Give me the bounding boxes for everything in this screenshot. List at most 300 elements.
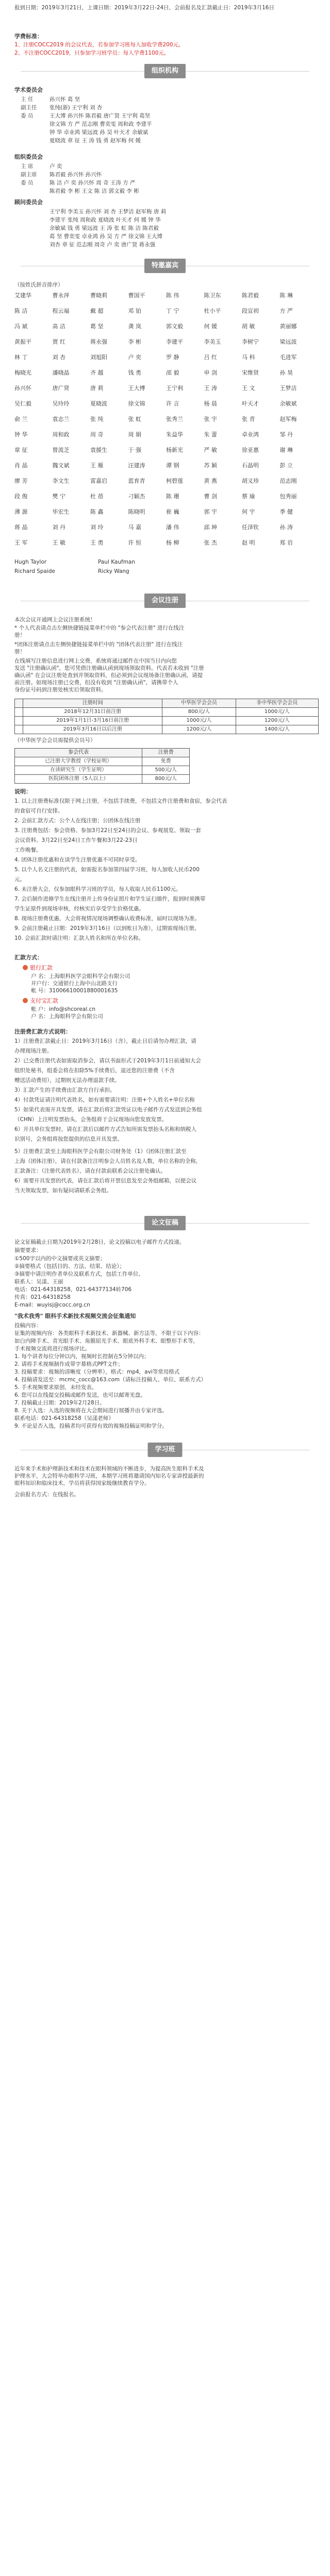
faculty-name: 曾流芝 [52, 447, 70, 453]
fee-table [14, 699, 319, 734]
lecture-row-names: 刘杏 章 征 范志刚 周奇 卢 奕 唐广贤 蒋永强 [50, 242, 156, 248]
faculty-name: 段宣初 [242, 308, 259, 314]
fee-table-header-cell: 非中华医学会会员 [236, 699, 318, 708]
faculty-name: 崔 巍 [166, 509, 179, 515]
faculty-name: 许 恒 [128, 539, 141, 546]
register-note: 会议资料、3月22日至24日工作午餐和3月22-23日 [14, 837, 138, 843]
register-personal-2: 册！ [14, 632, 25, 638]
faculty-name: 胡义珍 [242, 478, 259, 484]
section-faculty-banner [0, 259, 330, 273]
faculty-row [14, 307, 318, 315]
invoice-note: 1）注册费汇款截止日：2019年3月16日（含），截止日后请勿办理汇款，请 [14, 1038, 196, 1044]
faculty-row [14, 477, 318, 485]
faculty-name: 王梦洁 [279, 385, 297, 392]
faculty-name: 孙 昊 [279, 369, 293, 376]
faculty-name: 黄丽娜 [279, 323, 297, 330]
fee-table-cell: 2019年3月16日以后注册 [23, 725, 162, 734]
faculty-foreign-name: Paul Kaufman [98, 559, 136, 565]
fee-table-cell [15, 725, 23, 734]
fee-item-1: 1、注册COCC2019 的会议代表，若参加学习班每人加收学费200元。 [14, 42, 184, 48]
study-text-3: 眼科知识和临床技术，学员将获得国家级继续教育学分。 [14, 1480, 150, 1486]
academic-row-label: 副主任 [21, 105, 37, 111]
group-table-row [15, 775, 190, 784]
academic-row-names: 夏晓波 章 征 王 涛 钱 勇 赵军梅 何 媛 [50, 138, 141, 144]
group-table-cell: 已注册大学教授（学校证明） [15, 757, 142, 766]
faculty-name: 朱益华 [166, 431, 183, 438]
fee-table-cell: 800元/人 [162, 708, 236, 717]
faculty-name: 马 科 [242, 354, 255, 361]
section-study-title: 学习班 [147, 1443, 182, 1457]
group-table-cell: 免费 [142, 757, 190, 766]
section-faculty-title: 特邀嘉宾 [144, 259, 186, 273]
fee-item-2: 2、不注册COCC2019，只参加学习班学员：每人学费1100元。 [14, 50, 170, 56]
faculty-name: 何 媛 [204, 323, 217, 330]
faculty-row [14, 539, 318, 547]
faculty-name: 薄 源 [14, 509, 28, 515]
organizing-row-label: 委 员 [21, 180, 34, 186]
faculty-name: 杨 晨 [204, 400, 217, 407]
faculty-name: 任泽钦 [242, 524, 259, 531]
faculty-name: 蒋 晶 [14, 524, 28, 531]
faculty-name: 毕宏生 [52, 509, 70, 515]
faculty-name: 孙 涛 [279, 524, 293, 531]
faculty-name: 王 涛 [204, 385, 217, 392]
faculty-name: 陈君毅 [242, 292, 259, 299]
faculty-row [14, 338, 318, 346]
faculty-name: 曹永萍 [52, 292, 70, 299]
faculty-name: 张 纯 [90, 416, 104, 422]
faculty-row [14, 431, 318, 439]
alipay-name: 户 名：上海眼科学会有限公司 [31, 1013, 103, 1020]
faculty-row [14, 400, 318, 408]
faculty-name: 曹 剑 [204, 493, 217, 500]
register-note-a: 在线填写注册信息进行网上交费，系统将通过邮件在中国当日内向您 [14, 658, 177, 664]
academic-row-label: 主 任 [21, 96, 34, 103]
academic-row-names: 张纯(浙) 王宁利 刘 杏 [50, 105, 103, 111]
faculty-name: 于 强 [128, 447, 141, 453]
fee-table-cell: 1200元/人 [162, 725, 236, 734]
invoice-note: 识别号，会务组将按您提供的信息开具发票。 [14, 1136, 123, 1142]
section-study-banner [0, 1443, 330, 1457]
faculty-name: 柯碧莲 [166, 478, 183, 484]
faculty-name: 谢 琳 [279, 447, 293, 453]
faculty-name: 杨新光 [166, 447, 183, 453]
register-note: 3. 注册费包括：参会资格、参加3月22日至24日的会议、参观展览、领取一套 [14, 827, 201, 834]
faculty-name: 俞 兰 [14, 416, 28, 422]
faculty-name: 李文生 [52, 478, 70, 484]
faculty-name: 毛进军 [279, 354, 297, 361]
inquiry-note: 汇款备注：（注册代表姓名），请在付款前联系会议注册处确认。 [14, 1168, 166, 1174]
faculty-name: 袁志兰 [52, 416, 70, 422]
inquiry-note: 6）需要开具发票的代表，请在汇款后将开票信息发至会务组邮箱，以便会议 [14, 1178, 197, 1184]
faculty-name: 黄 燕 [204, 478, 217, 484]
alipay-label-text: 支付宝汇款 [30, 997, 58, 1004]
faculty-name: 李美玉 [204, 338, 221, 345]
faculty-name: 马 嘉 [128, 524, 141, 531]
papers-req-title: 摘要要求： [14, 1247, 42, 1253]
faculty-name: 朱 蕾 [204, 431, 217, 438]
faculty-name: 程云福 [52, 308, 70, 314]
bank-label [23, 964, 320, 972]
faculty-name: 周 奇 [90, 431, 104, 438]
invoice-title: 注册费汇款方式说明： [14, 1028, 71, 1035]
fee-table-cell: 1400元/人 [236, 725, 318, 734]
organizing-row-names: 陈 洁 卢 奕 孙兴怀 周 奇 王涛 方 严 [50, 180, 136, 186]
faculty-name: 李树宁 [242, 338, 259, 345]
faculty-name: 孙兴怀 [14, 385, 31, 392]
register-note: 学生证原件到现场审核，经核实后享受学生价格优惠。 [14, 906, 144, 912]
register-group: *团体注册请点击左侧快捷链接菜单栏中的 "团体代表注册" 进行在线注 [14, 641, 183, 648]
contest-item: 9. 不论是否入选，投稿者均可获得有效的视频投稿证明和学分。 [14, 1423, 168, 1429]
section-register-title: 会议注册 [144, 594, 186, 608]
faculty-name: 李 彬 [128, 338, 141, 345]
faculty-name: 郭 宇 [204, 509, 217, 515]
register-note: 的食宿可自行安排。 [14, 808, 63, 814]
register-note-b: 发送 "注册确认函"，您可凭借注册确认函到现场领取资料。代表若未收到 "注册 [14, 665, 204, 671]
faculty-name: 艾建华 [14, 292, 31, 299]
contest-item: 6. 您可以在线提交投稿或邮件发送，也可以邮寄光盘。 [14, 1392, 146, 1398]
faculty-row [14, 493, 318, 501]
faculty-name: 徐文锦 [128, 400, 145, 407]
fee-table-note: （中华医学会会员需提供会员号） [14, 737, 96, 743]
section-register-banner [0, 594, 330, 608]
faculty-name: 蔡 瑜 [242, 493, 255, 500]
dates-line: 报到日期：2019年3月21日，上课日期：2019年3月22日-24日，会前报名及汇款截止日：2019年3月16日 [14, 5, 274, 11]
register-note: 9. 会前注册截止日期：2019年3月16日（以到账日为准），过期需现场注册。 [14, 925, 200, 931]
papers-req: 联系人：吴漾、王丽 [14, 1279, 63, 1285]
faculty-row [14, 353, 318, 362]
faculty-name: 周 娟 [128, 431, 141, 438]
fee-table-cell [15, 717, 23, 725]
invoice-note: 组织处秘书，组委会将在扣除5%手续费后，退还您的注册费（不含 [14, 1067, 175, 1074]
faculty-name: 李建平 [166, 338, 183, 345]
faculty-name: 苏 颖 [204, 462, 217, 469]
invoice-note: 5）如果代表需开具发票，请在汇款后将汇款凭证以电子邮件方式发送到会务组 [14, 1107, 202, 1113]
faculty-name: 陈 鑫 [90, 509, 104, 515]
faculty-name: 张 宇 [204, 416, 217, 422]
faculty-name: 刘 丹 [52, 524, 65, 531]
faculty-name: 贾 红 [52, 338, 65, 345]
faculty-name: 王 军 [14, 539, 28, 546]
lecture-row-names: 葛 坚 曹奕雯 卓业鸿 孙 昊 方 严 徐文锦 王大博 [50, 233, 163, 240]
faculty-name: 刘旭阳 [90, 354, 107, 361]
papers-req: E-mail：wuyisj@cocc.org.cn [14, 1302, 90, 1308]
invoice-note: 3）汇款产生的手续费由汇款方自行承担。 [14, 1087, 116, 1093]
register-note: 10. 会前汇款时请注明：汇款人姓名和所在单位名称。 [14, 935, 144, 941]
faculty-name: 王 敏 [52, 539, 65, 546]
faculty-name: 潘晓晶 [52, 369, 70, 376]
group-table-cell: 500元/人 [142, 766, 190, 775]
academic-row-names: 徐文锦 方 严 范志刚 曹奕雯 周和政 李建平 [50, 121, 152, 127]
faculty-name: 赵军梅 [279, 416, 297, 422]
faculty-name: 谭 钢 [166, 462, 179, 469]
fee-table-cell: 2018年12月31日前注册 [23, 708, 162, 717]
faculty-name: 包秀丽 [279, 493, 297, 500]
contest-item: 征集的视频内容：各类眼科手术新技术、新器械、新方法等，不限于以下内容： [14, 1330, 204, 1336]
faculty-name: 邹 丹 [279, 431, 293, 438]
faculty-name: 齐 越 [90, 369, 104, 376]
faculty-name: 段 俊 [14, 493, 28, 500]
faculty-name: 陈 琳 [279, 292, 293, 299]
faculty-name: 肖 晶 [14, 462, 28, 469]
contest-item: 联系电话：021-64318258（吴漾老师） [14, 1415, 114, 1421]
faculty-note: （按姓氏拼音排序） [14, 282, 63, 288]
faculty-name: 陈 珊 [166, 493, 179, 500]
faculty-name: 杜小平 [204, 308, 221, 314]
contest-item: 2. 请将手术视频制作成带字幕格式PPT文件； [14, 1361, 123, 1367]
organizing-row-names: 卢 奕 [50, 163, 62, 170]
faculty-name: 梅晓光 [14, 369, 31, 376]
contest-item: 1. 每个讲者每位分钟以内，视频时长控制在5分钟以内； [14, 1353, 150, 1360]
faculty-name: 许 言 [166, 400, 179, 407]
faculty-name: 廖 芳 [14, 478, 28, 484]
faculty-name: 张秀兰 [166, 416, 183, 422]
faculty-name: 汪建涛 [128, 462, 145, 469]
section-org-title: 组织机构 [144, 64, 186, 78]
invoice-note: 4）付款凭证请注明代表姓名，如有需要请注明：注册+个人姓名+单位名称 [14, 1097, 195, 1103]
register-note: 4. 团体注册优惠和在读学生注册优惠不可同时享受。 [14, 857, 141, 863]
bank-account-name: 户 名：上海眼科医学会眼科学会有限公司 [31, 973, 130, 979]
register-note-d: 前注册。如现场注册已交费，但没有收到 "注册确认函"，请携带个人 [14, 680, 178, 686]
register-note: 7. 会后制作进修学生在线注册并上传身份证照片和学生证扫描件，报到时须携带 [14, 896, 206, 902]
invoice-note: 办理现场注册。 [14, 1048, 53, 1054]
organizing-title: 组织委员会 [14, 154, 43, 160]
group-table-cell: 在读研究生（学生证明） [15, 766, 142, 775]
faculty-row [14, 369, 318, 377]
invoice-note: 6）开具单位发票时，请在汇款后以邮件方式告知所需发票抬头名称和纳税人 [14, 1126, 197, 1132]
fee-table-row [15, 717, 319, 725]
contest-item: 手术视频交流将进行现场评比。 [14, 1346, 90, 1352]
faculty-name: 雷嘉启 [90, 478, 107, 484]
faculty-name: 严 敏 [204, 447, 217, 453]
faculty-name: 陈卫东 [204, 292, 221, 299]
contest-item: 投稿内容： [14, 1323, 42, 1329]
group-table-row [15, 766, 190, 775]
faculty-name: 邓 铂 [128, 308, 141, 314]
lecture-row-names: 王宁利 李美玉 孙兴怀 刘 杏 王梦洁 赵军梅 唐 莉 [50, 209, 167, 215]
faculty-name: 卓业鸿 [242, 431, 259, 438]
register-note-e: 身份证号码到注册处核实后领取资料。 [14, 687, 107, 693]
academic-title: 学术委员会 [14, 87, 43, 93]
faculty-name: 梁远波 [279, 338, 297, 345]
papers-req: 电话：021-64318258，021-64377134转706 [14, 1286, 132, 1293]
faculty-name: 戴 超 [90, 308, 104, 314]
faculty-name: 冯 斌 [14, 323, 28, 330]
fee-table-cell: 1000元/人 [236, 708, 318, 717]
inquiry-note: 上海（团体注册），请在付款备注注明参会人员姓名及人数，单位名称的全称， [14, 1158, 202, 1164]
faculty-name: 范志刚 [279, 478, 297, 484]
faculty-name: 王大博 [128, 385, 145, 392]
register-note: 5. 以个人名义注册的代表，如需报名参加第四届学习班，每人加收人民币200 [14, 867, 200, 873]
organizing-row-names: 陈君毅 李 彬 王文 陈 洁 郭文毅 李 彬 [50, 188, 139, 194]
faculty-name: 林 丁 [14, 354, 28, 361]
faculty-name: 王 雁 [90, 462, 104, 469]
fee-table-row [15, 708, 319, 717]
group-table-row [15, 757, 190, 766]
fee-table-header-cell: 中华医学会会员 [162, 699, 236, 708]
faculty-name: 卢 奕 [128, 354, 141, 361]
group-table-cell: 800元/人 [142, 775, 190, 784]
group-table-cell: 医院团体注册（5人以上） [15, 775, 142, 784]
faculty-name: 陈 伟 [166, 292, 179, 299]
register-note-c: 确认函" 在会议注册处查到并领取资料，但必须到会议现场备注册确认函，请提 [14, 672, 203, 679]
group-table-header [15, 749, 190, 757]
faculty-name: 邵 毅 [166, 369, 179, 376]
invoice-note: 赠送活动费用），过期则无法办理退款手续。 [14, 1077, 120, 1083]
faculty-name: 胡 敏 [242, 323, 255, 330]
section-papers-title: 论文征稿 [144, 1216, 186, 1230]
invoice-note: （CHN）上注明发票抬头，会务组将于会议现场向您发放发票。 [14, 1116, 168, 1123]
faculty-name: 叶天才 [242, 400, 259, 407]
inquiry-note: 5）注册费汇款至上海眼科医学会有限公司财务处（1）（团体注册汇款至 [14, 1148, 187, 1155]
faculty-name: 蒋永强 [90, 338, 107, 345]
lecture-row-names: 余敏斌 钱 勇 梁远波 王 涛 张 虹 陈 洁 陈君毅 [50, 225, 159, 231]
group-table-header-cell: 参会代表 [15, 749, 142, 757]
faculty-name: 蓝育青 [128, 478, 145, 484]
fee-table-cell [15, 708, 23, 717]
faculty-name: 魏文斌 [52, 462, 70, 469]
fee-table-header [15, 699, 319, 708]
faculty-name: 潘 伟 [166, 524, 179, 531]
fee-table-cell: 2019年1月1日-3月16日前注册 [23, 717, 162, 725]
faculty-name: 张 青 [242, 416, 255, 422]
faculty-row [14, 523, 318, 532]
faculty-foreign-name: Ricky Wang [98, 568, 129, 574]
section-org-banner [0, 64, 330, 78]
faculty-name: 周和政 [52, 431, 70, 438]
faculty-name: 杨 柳 [166, 539, 179, 546]
study-mode: 会前报名方式：在线报名。 [14, 1492, 79, 1498]
alipay-account: 帐 户：info@shcoreal.cn [31, 1006, 96, 1012]
fees-title: 学费标准： [14, 33, 43, 40]
faculty-name: 刁颖杰 [128, 493, 145, 500]
academic-row-label: 委 员 [21, 113, 34, 119]
faculty-name: 葛 坚 [90, 323, 104, 330]
contest-item: 8. 关于入选：入选的视频将在大会期间进行展播并由专家评选。 [14, 1408, 168, 1414]
bank-account-number: 帐 号：31006610001880001635 [31, 988, 118, 994]
faculty-name: 曹国平 [128, 292, 145, 299]
group-table-header-cell: 注册费 [142, 749, 190, 757]
group-fee-table [14, 748, 190, 784]
faculty-name: 杜 蓓 [90, 493, 104, 500]
fee-table-row [15, 725, 319, 734]
faculty-name: 吕 红 [204, 354, 217, 361]
papers-req: 传真：021-64318258 [14, 1294, 71, 1300]
faculty-row [14, 508, 318, 516]
faculty-name: 张 杰 [204, 539, 217, 546]
faculty-name: 刘 玲 [90, 524, 104, 531]
faculty-row [14, 415, 318, 423]
faculty-foreign-name: Richard Spaide [14, 568, 56, 574]
faculty-name: 唐广贤 [52, 385, 70, 392]
faculty-name: 吴仁毅 [14, 400, 31, 407]
faculty-name: 申 剑 [204, 369, 217, 376]
organizing-row-names: 陈君毅 孙兴怀 孙兴怀 [50, 172, 102, 178]
faculty-name: 章 征 [14, 447, 28, 453]
faculty-name: 余敏斌 [279, 400, 297, 407]
faculty-name: 钟 华 [14, 431, 28, 438]
faculty-name: 罗 静 [166, 354, 179, 361]
register-personal: * 个人代表请点击左侧快捷链接菜单栏中的 "参会代表注册" 进行在线注 [14, 625, 185, 631]
section-papers-banner [0, 1216, 330, 1230]
lecture-title: 顾问委员会 [14, 199, 43, 206]
fee-table-header-cell [15, 699, 23, 708]
faculty-name: 邱 坤 [204, 524, 217, 531]
faculty-name: 王 勇 [90, 539, 104, 546]
faculty-name: 唐 莉 [90, 385, 104, 392]
register-intro: 本次会议开通网上会议注册系统！ [14, 617, 96, 623]
faculty-name: 陈晓明 [128, 509, 145, 515]
faculty-name: 方 严 [279, 308, 293, 314]
register-note: 1. 以上注册费标准仅限于网上注册，不包括手续费，不包括文件注册费和食宿，参会代表 [14, 798, 227, 804]
faculty-name: 彭 立 [279, 462, 293, 469]
alipay-label [23, 997, 320, 1005]
register-note: 2. 会前汇款方式：公个人在线注册；公团体在线注册 [14, 818, 141, 824]
contest-item: 如白内障手术、青光眼手术、角膜屈光手术、眼底外科手术、眼整形手术等， [14, 1338, 199, 1344]
faculty-name: 郑 岩 [279, 539, 293, 546]
faculty-name: 石晶明 [242, 462, 259, 469]
faculty-name: 徐亚惠 [242, 447, 259, 453]
study-text-2: 护理水平，大会特举办眼科学习班，本期学习班将邀请国内知名专家讲授最新的 [14, 1473, 204, 1479]
invoice-note: 2）已交费注册代表如需取消参会，请以书面形式于2019年3月1日前通知大会 [14, 1058, 201, 1064]
register-note: 6. 未注册大会，仅参加眼科学习班的学员，每人收取人民币1100元。 [14, 886, 182, 892]
faculty-row [14, 384, 318, 393]
faculty-name: 陈 洁 [14, 308, 28, 314]
fee-table-cell: 1200元/人 [236, 717, 318, 725]
faculty-name: 张 虹 [128, 416, 141, 422]
bank-icon [23, 965, 28, 970]
faculty-foreign-name: Hugh Taylor [14, 559, 47, 565]
lecture-row-names: 李建平 张纯 周和政 夏晓波 叶天才 何 媛 钟 华 [50, 217, 161, 223]
register-note: 元。 [14, 876, 25, 883]
inquiry-note: 当天领取发票，如有疑问请联系会务组。 [14, 1188, 112, 1194]
faculty-name: 何 宇 [242, 509, 255, 515]
faculty-name: 龚 岚 [128, 323, 141, 330]
contest-item: 4. 投稿请发送至：mcmc_cocc@163.com（请标注投稿人、单位、联系方式） [14, 1377, 207, 1383]
academic-row-names: 孙兴怀 葛 坚 [50, 96, 80, 103]
academic-row-names: 王大博 孙兴怀 陈君毅 唐广贤 王宁利 葛坚 [50, 113, 151, 119]
faculty-name: 季 健 [279, 509, 293, 515]
bank-branch: 开户行：交通银行上海中山北路支行 [31, 980, 118, 987]
academic-row-names: 钟 华 卓业鸿 梁远波 孙 昊 叶天才 余敏斌 [50, 129, 148, 135]
organizing-row-label: 副主席 [21, 172, 37, 178]
study-text-1: 近年来手术和护理新技术和技术在眼科领域的不断进步，为提高医生眼科手术及 [14, 1466, 204, 1472]
organizing-row-label: 主 席 [21, 163, 34, 170]
faculty-name: 钱 勇 [128, 369, 141, 376]
faculty-name: 刘 杏 [52, 354, 65, 361]
contest-item: 7. 投稿截止日期：2019年2月28日。 [14, 1400, 105, 1406]
faculty-row [14, 292, 318, 300]
bank-label-text: 银行汇款 [30, 964, 53, 971]
faculty-row [14, 323, 318, 331]
faculty-row [14, 462, 318, 470]
alipay-icon [23, 998, 28, 1003]
faculty-name: 曹晓莉 [90, 292, 107, 299]
faculty-row [14, 446, 318, 454]
papers-req: ②摘要格式（包括目的、方法、结果、结论）； [14, 1263, 125, 1269]
faculty-name: 夏晓波 [90, 400, 107, 407]
faculty-name: 王宁利 [166, 385, 183, 392]
fee-table-header-cell: 注册时间 [23, 699, 162, 708]
contest-item: 5. 手术视频要求原创，未经发表。 [14, 1384, 97, 1391]
faculty-name: 樊 宁 [52, 493, 65, 500]
faculty-name: 丁 宁 [166, 308, 179, 314]
faculty-name: 高 洁 [52, 323, 65, 330]
papers-req: ③摘要中请注明作者单位及联系方式，包括工作单位、 [14, 1271, 144, 1277]
faculty-name: 黄振平 [14, 338, 31, 345]
faculty-name: 吴玲玲 [52, 400, 70, 407]
papers-req: ①500字以内的中文摘要或英文摘要； [14, 1256, 106, 1262]
